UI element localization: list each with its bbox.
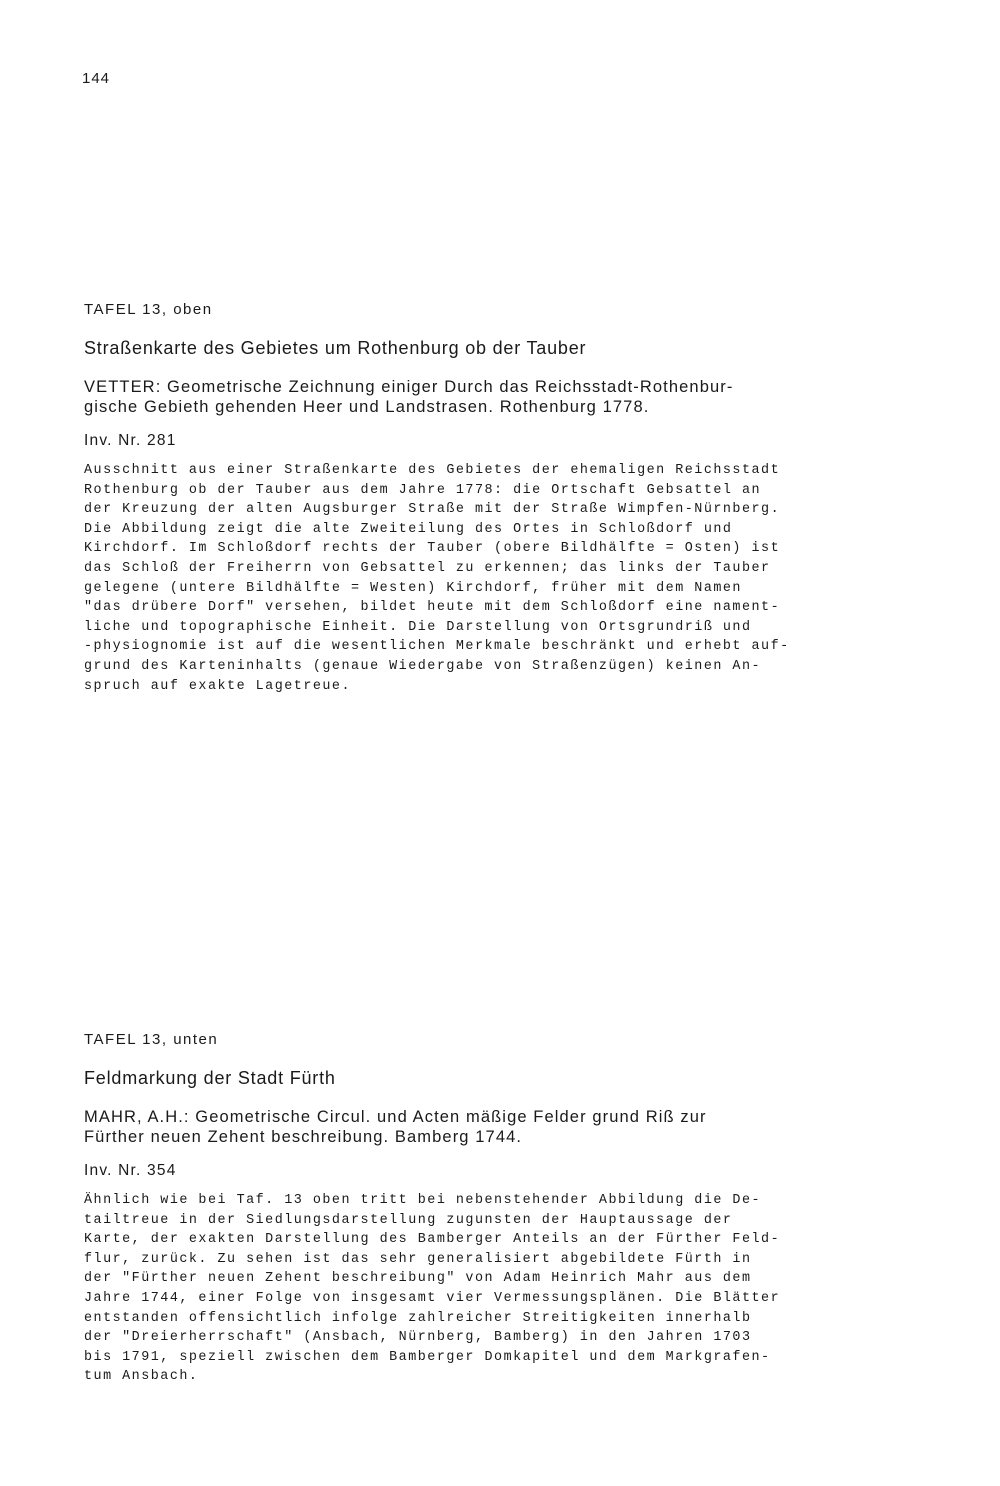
text-line: bis 1791, speziell zwischen dem Bamberger Domkapitel und dem Markgrafen- [84, 1349, 771, 1365]
text-line: liche und topographische Einheit. Die Darstellung von Ortsgrundriß und [84, 619, 752, 635]
text-line: Ähnlich wie bei Taf. 13 oben tritt bei nebenstehender Abbildung die De- [84, 1193, 762, 1208]
text-line: tum Ansbach. [84, 1369, 199, 1385]
text-line: flur, zurück. Zu sehen ist das sehr generalisiert abgebildete Fürth in [84, 1251, 752, 1267]
inventory-number: Inv. Nr. 354 [84, 1162, 177, 1179]
plate-subject: Feldmarkung der Stadt Fürth [84, 1068, 336, 1088]
text-line: Die Abbildung zeigt die alte Zweiteilung des Ortes in Schloßdorf und [84, 521, 733, 537]
citation-line: gische Gebieth gehenden Heer und Landstrasen. Rothenburg 1778. [84, 398, 650, 416]
citation-line: Fürther neuen Zehent beschreibung. Bamberg 1744. [84, 1128, 523, 1146]
description-text [84, 461, 934, 696]
text-line: tailtreue in der Siedlungsdarstellung zugunsten der Hauptaussage der [84, 1212, 733, 1228]
text-line: Ausschnitt aus einer Straßenkarte des Gebietes der ehemaligen Reichsstadt [84, 463, 781, 478]
description-text [84, 1191, 934, 1387]
page-number: 144 [82, 70, 111, 87]
text-line: der Kreuzung der alten Augsburger Straße mit der Straße Wimpfen-Nürnberg. [84, 502, 781, 518]
text-line: der "Fürther neuen Zehent beschreibung" von Adam Heinrich Mahr aus dem [84, 1271, 752, 1287]
plate-subject: Straßenkarte des Gebietes um Rothenburg ob der Tauber [84, 338, 587, 358]
text-line: grund des Karteninhalts (genaue Wiedergabe von Straßenzügen) keinen An- [84, 658, 762, 674]
text-line: entstanden offensichtlich infolge zahlreicher Streitigkeiten innerhalb [84, 1310, 752, 1326]
text-line: Jahre 1744, einer Folge von insgesamt vier Vermessungsplänen. Die Blätter [84, 1290, 781, 1306]
text-line: "das drübere Dorf" versehen, bildet heute mit dem Schloßdorf eine nament- [84, 600, 781, 616]
text-line: Rothenburg ob der Tauber aus dem Jahre 1778: die Ortschaft Gebsattel an [84, 482, 762, 498]
text-line: gelegene (untere Bildhälfte = Westen) Kirchdorf, früher mit dem Namen [84, 580, 742, 596]
plate-heading: TAFEL 13, unten [84, 1031, 219, 1048]
source-citation [84, 377, 934, 417]
text-line: der "Dreierherrschaft" (Ansbach, Nürnberg, Bamberg) in den Jahren 1703 [84, 1330, 752, 1346]
plate-entry-bottom [84, 1030, 934, 1387]
text-line: spruch auf exakte Lagetreue. [84, 678, 351, 694]
text-line: Kirchdorf. Im Schloßdorf rechts der Tauber (obere Bildhälfte = Osten) ist [84, 541, 781, 557]
citation-line: MAHR, A.H.: Geometrische Circul. und Acten mäßige Felder grund Riß zur [84, 1108, 707, 1126]
text-line: das Schloß der Freiherrn von Gebsattel zu erkennen; das links der Tauber [84, 560, 771, 576]
text-line: Karte, der exakten Darstellung des Bamberger Anteils an der Fürther Feld- [84, 1232, 781, 1248]
source-citation [84, 1107, 934, 1147]
text-line: -physiognomie ist auf die wesentlichen Merkmale beschränkt und erhebt auf- [84, 639, 790, 655]
plate-entry-top [84, 300, 934, 696]
plate-heading: TAFEL 13, oben [84, 301, 213, 318]
inventory-number: Inv. Nr. 281 [84, 432, 177, 449]
citation-line: VETTER: Geometrische Zeichnung einiger Durch das Reichsstadt-Rothenbur- [84, 378, 734, 396]
